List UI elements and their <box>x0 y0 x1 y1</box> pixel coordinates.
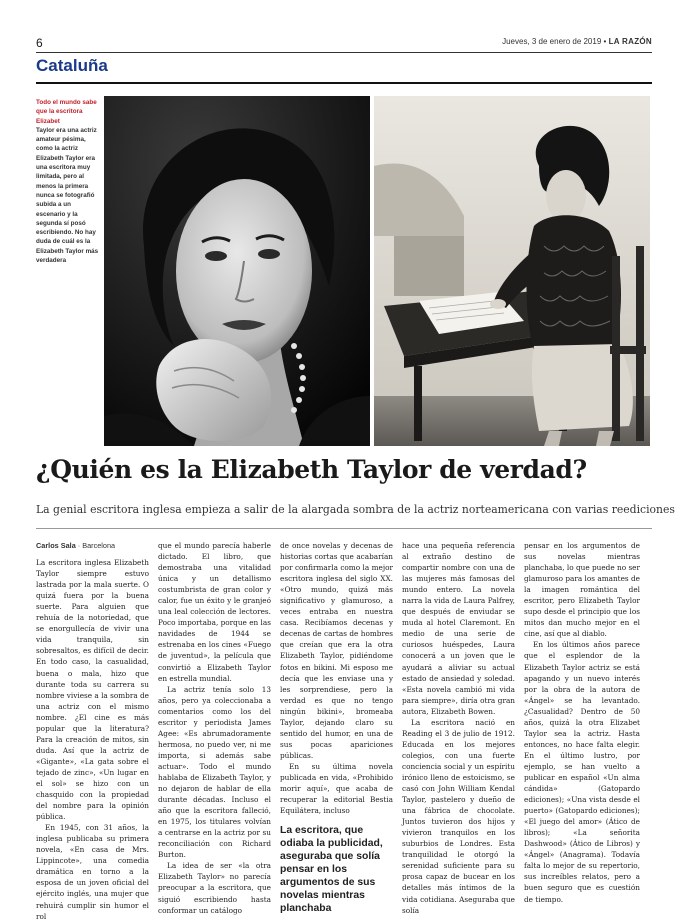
paragraph: hace una pequeña referencia al extraño destino de compartir nombre con una de las mujeres más famosas del mundo entero. La novela narra la vida de Laura Palfrey, que después de enviudar se muda al hotel Claremont. En medio de una serie de curiosos huéspedes, Laura conocerá a un joven que le ayudará a aliviar su actual estado de ansiedad y soledad. «Esta novela cambió mi vida para siempre», diría otra gran autora, Elizabeth Bowen. <box>402 541 515 716</box>
dateline-separator: • <box>603 37 607 46</box>
byline-place: · Barcelona <box>75 541 116 550</box>
paragraph: En su última novela publicada en vida, «Prohibido morir aquí», que acaba de recuperar la editorial Bestia Equilátera, incluso <box>280 761 393 816</box>
section-title: Cataluña <box>36 56 108 75</box>
writing-photo <box>374 96 650 446</box>
article-column-3 <box>280 540 393 915</box>
pull-quote-text: La escritora, que odiaba la publicidad, aseguraba que solía pensar en los argumentos de sus novelas mientras planchaba <box>280 825 383 915</box>
paragraph: de once novelas y decenas de historias cortas que acabarían por confirmarla como la mejor escritora inglesa del siglo XX. «Otro mundo, quizá más significativo y glamuroso, a veces entraba en nuestra casa. Recibíamos decenas y decenas de cartas de hombres que creían que era la otra Elizabeth Taylor, pidiéndome fotos en bikini. Mi esposo me decía que les enviase una y les sorprendiese, pero la verdad es que no tengo ningún bikini», bromeaba Taylor, dejando claro su sentido del humor, en una de sus pocas apariciones públicas. <box>280 541 393 760</box>
page-header <box>36 36 652 50</box>
article-column-2 <box>158 540 271 915</box>
paragraph: pensar en los argumentos de sus novelas mientras planchaba, lo que puede no ser glamuroso para los amantes de la imagen romántica del escritor, pero Elizabeth Taylor supo desde el principio que los mitos dan mucho mejor en el cine, así que al diablo. <box>524 541 640 639</box>
caption-lead: Todo el mundo sabe que la escritora Elizabet <box>36 99 97 125</box>
portrait-illustration <box>104 96 370 446</box>
newspaper-name: LA RAZÓN <box>608 37 652 46</box>
author-name: Carlos Sala <box>36 541 76 550</box>
article-column-1 <box>36 540 149 921</box>
paragraph: En 1945, con 31 años, la inglesa publicaba su primera novela, «En casa de Mrs. Lippincote», una comedia dramática en torno a la esposa de un joven oficial del ejército inglés, una mujer que rehuirá cumplir sin humor el rol <box>36 823 149 921</box>
paragraph: que el mundo parecía haberle dictado. El libro, que demostraba una vitalidad única y un detallismo costumbrista de gran color y calor, fue un éxito y le granjeó una leal colección de lectores. Poco importaba, porque en las navidades de 1944 se estrenaba en los cines «Fuego de juventud», la película que convirtió a Elizabeth Taylor en estrella mundial. <box>158 541 271 683</box>
paragraph: La escritora inglesa Elizabeth Taylor siempre estuvo lastrada por la mala suerte. O quizá fuera por la buena suerte. Para alguien que rehuía de la notoriedad, que se enorgullecía de vivir una vida tranquila, sin sobresaltos, es difícil de decir. En todo caso, la casualidad, buena o mala, hizo que durante toda su carrera su nombre viviese a la sombra de una actriz con el mismo nombre. ¿El cine es más popular que la literatura? Para la creación de mitos, sin duda. Así que la actriz de «Gigante», «La gata sobre el tejado de zinc», «Un lugar en el sol» se hizo con un chasquido con la propiedad del nombre para la opinión pública. <box>36 558 149 822</box>
paragraph: En los últimos años parece que el esplendor de la Elizabeth Taylor actriz se está apagando y un nuevo interés por la obra de la autora de «Ángel» se ha levantado. ¿Casualidad? Dentro de 50 años, quizá la otra Elizabet Taylor sea la actriz. Hasta entonces, no hace falta elegir. En el último lustro, por ejemplo, se han vuelto a publicar en español «Un alma cándida» (Gatopardo ediciones); «Una vista desde el puerto» (Gatopardo ediciones); «El juego del amor» (Ático de libros); «La señorita Dashwood» (Ático de Libros) y «Ángel» (Anagrama). Todavía falta lo mejor de su repertorio, sus increíbles relatos, pero a buen seguro que es cuestión de tiempo. <box>524 640 640 904</box>
byline <box>36 540 149 551</box>
section-rule <box>36 82 652 84</box>
pull-quote <box>280 824 393 915</box>
portrait-photo <box>104 96 370 446</box>
paragraph: La actriz tenía solo 13 años, pero ya coleccionaba a comentarios como los del escritor y periodista James Agee: «Es abrumadoramente hermosa, no puedo ver, ni me importa, si además sabe actuar». Todo el mundo hablaba de Elizabeth Taylor, y no dejaron de hablar de ella durante décadas. Incluso el año que la escritora falleció, en 1975, los titulares volvían a centrarse en la actriz por su reconciliación con Richard Burton. <box>158 684 271 860</box>
photo-caption <box>36 98 100 265</box>
issue-date: Jueves, 3 de enero de 2019 <box>502 37 602 46</box>
writing-illustration <box>374 96 650 446</box>
page-number: 6 <box>36 36 43 50</box>
header-rule <box>36 52 652 53</box>
article-column-5 <box>524 540 640 904</box>
article-column-4 <box>402 540 515 915</box>
caption-body: Taylor era una actriz amateur pésima, como la actriz Elizabeth Taylor era una escritora muy limitada, pero al menos la primera nunca se fotografió subida a un escenario y la segunda sí posó escribiendo. No hay duda de cuál es la Elizabeth Taylor más verdadera <box>36 126 99 265</box>
dateline <box>502 37 652 46</box>
paragraph: La idea de ser «la otra Elizabeth Taylor» no parecía preocupar a la escritora, que siguió escribiendo hasta conformar un catálogo <box>158 861 271 915</box>
subheadline: La genial escritora inglesa empieza a salir de la alargada sombra de la actriz norteamericana con varias reediciones <box>36 503 675 516</box>
subhead-rule <box>36 528 652 529</box>
headline: ¿Quién es la Elizabeth Taylor de verdad? <box>36 455 587 484</box>
paragraph: La escritora nació en Reading el 3 de julio de 1912. Educada en los mejores colegios, con una fuerte conciencia social y un espíritu irónico lleno de estoicismo, se casó con John William Kendal Taylor, pastelero y dueño de una fábrica de chocolate. Juntos tuvieron dos hijos y vivieron tranquilos en los suburbios de Londres. Esta tranquilidad le otorgó la serenidad suficiente para su prosa capaz de bucear en los detalles más íntimos de la vida cotidiana. Aseguraba que solía <box>402 717 515 915</box>
